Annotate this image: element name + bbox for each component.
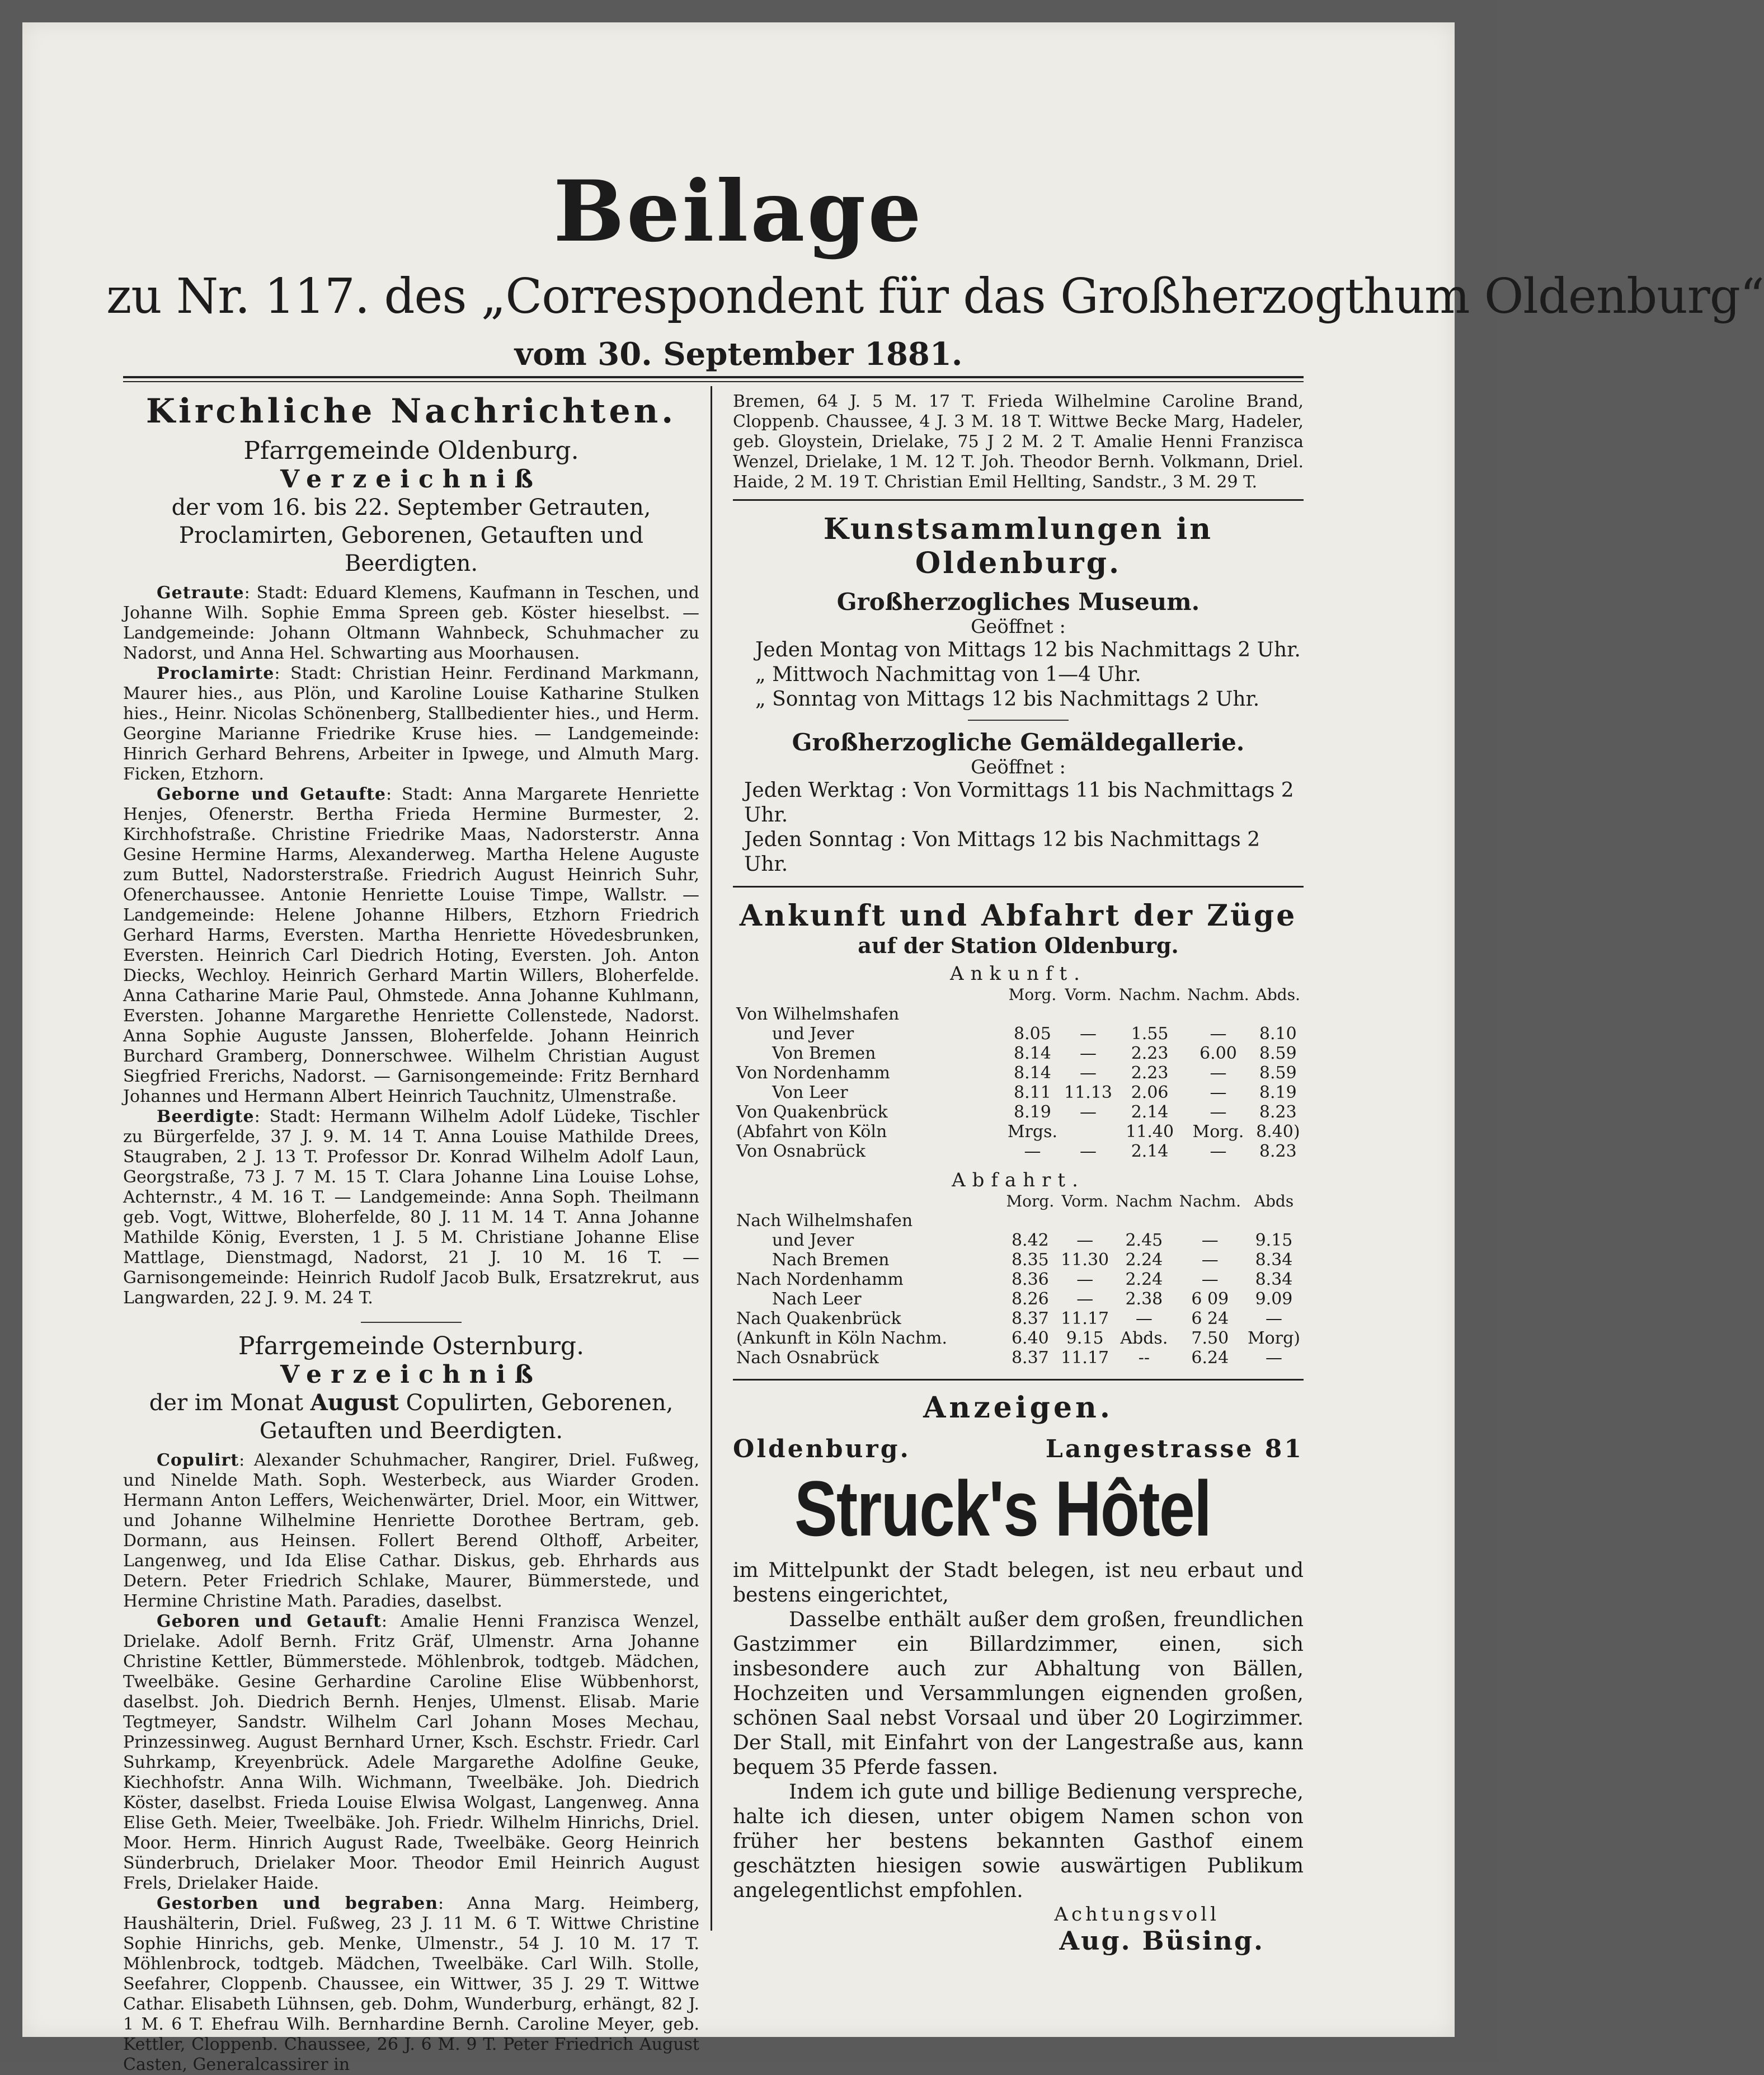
ankunft-column-header: Vorm. — [1065, 985, 1112, 1004]
abfahrt-time-cell: 8.36 — [1011, 1270, 1049, 1289]
abfahrt-row — [733, 1348, 1304, 1368]
ankunft-table — [733, 985, 1304, 1161]
beerdigte-text: : Stadt: Hermann Wilhelm Adolf Lüdeke, Tischler zu Bürgerfelde, 37 J. 9. M. 14 T. Anna Louise Mathilde Drees, Staugraben, 2 J. 13 T. Professor Dr. Konrad Wilhelm Adolf Laun, Georgstraße, 73 J. 7 M. 15 T. Clara Johanne Lina Louise Lohse, Achternstr., 4 M. 16 T. — Landgemeinde: Anna Soph. Theilmann geb. Vogt, Wittwe, Bloherfelde, 80 J. 11 M. 14 T. Anna Johanne Mathilde König, Eversten, 1 J. 5 M. Christiane Johanne Elise Mattlage, Dienstmagd, Nadorst, 21 J. 10 M. 16 T. — Garnisongemeinde: Heinrich Rudolf Jacob Bulk, Ersatzrekrut, aus Langwarden, 22 J. 9. M. 24 T. — [123, 1107, 699, 1308]
abfahrt-column-header: Nachm — [1116, 1192, 1173, 1210]
abfahrt-time-cell: — — [1201, 1270, 1219, 1289]
abfahrt-time-cell: 8.37 — [1011, 1348, 1049, 1368]
ankunft-time-cell — [1116, 1004, 1184, 1024]
ankunft-row — [733, 1024, 1304, 1044]
ankunft-row — [733, 1044, 1304, 1063]
ankunft-station-cell: Von Bremen — [772, 1044, 876, 1063]
abfahrt-time-cell: 8.37 — [1011, 1309, 1049, 1328]
museum-hours-3: „ Sonntag von Mittags 12 bis Nachmittags 2 Uhr. — [755, 688, 1260, 711]
ankunft-time-cell: 8.40) — [1256, 1122, 1300, 1142]
ankunft-time-cell: 8.59 — [1259, 1044, 1297, 1063]
verzeichnis-heading-2: Verzeichniß — [280, 1360, 542, 1389]
abfahrt-row — [733, 1289, 1304, 1309]
left-column — [123, 392, 699, 2075]
ankunft-time-cell — [1004, 1004, 1061, 1024]
ankunft-row — [733, 1102, 1304, 1122]
ankunft-caption-blank — [733, 985, 1004, 1004]
header-rule — [123, 376, 1304, 378]
right-column — [733, 392, 1304, 1956]
abfahrt-time-cell: 9.15 — [1255, 1231, 1293, 1250]
ankunft-time-cell — [1061, 1004, 1116, 1024]
abfahrt-time-cell: 2.24 — [1125, 1270, 1163, 1289]
museum-hours-1: Jeden Montag von Mittags 12 bis Nachmittags 2 Uhr. — [755, 639, 1301, 661]
newspaper-page — [22, 22, 1764, 2074]
zuege-title: Ankunft und Abfahrt der Züge — [739, 899, 1297, 933]
abfahrt-station-cell: Nach Wilhelmshafen — [736, 1211, 913, 1231]
ankunft-time-cell: 8.19 — [1259, 1083, 1297, 1102]
ankunft-column-header: Nachm. — [1118, 985, 1181, 1004]
ankunft-column-header: Nachm. — [1187, 985, 1249, 1004]
ankunft-time-cell: — — [1079, 1044, 1097, 1063]
section-divider — [361, 1322, 462, 1323]
ankunft-time-cell: 2.14 — [1131, 1102, 1169, 1122]
geborne-text: : Stadt: Anna Margarete Henriette Henjes, Ofenerstr. Bertha Frieda Hermine Burmester, 2. Kirchhofstraße. Christine Friedrike Maas, Nadorsterstr. Anna Gesine Hermine Harms, Alexanderweg. Martha Helene Auguste zum Buttel, Nadorsterstraße. Friedrich August Heinrich Suhr, Ofenerchaussee. Antonie Henriette Louise Timpe, Wallstr. — Landgemeinde: Helene Johanne Hilbers, Etzhorn Friedrich Gerhard Harms, Eversten. Martha Henriette Hövedesbrunken, Eversten. Heinrich Carl Diedrich Hoting, Eversten. Joh. Anton Diecks, Wechloy. Heinrich Gerhard Martin Willers, Bloherfelde. Anna Catharine Marie Paul, Ohmstede. Anna Johanne Kuhlmann, Eversten. Johanne Margarethe Henriette Collenstede, Nadorst. Anna Sophie Auguste Janssen, Bloherfelde. Johann Heinrich Burchard Gramberg, Donnerschwee. Wilhelm Christian August Siegfried Frerichs, Nadorst. — Garnisongemeinde: Fritz Bernhard Johannes und Hermann Albert Heinrich Tauchnitz, Ulmenstraße. — [123, 785, 699, 1106]
ankunft-time-cell: 8.23 — [1259, 1142, 1297, 1161]
getraute-paragraph — [123, 583, 699, 664]
abfahrt-time-cell — [1057, 1211, 1112, 1231]
abfahrt-time-cell: — — [1076, 1270, 1094, 1289]
parish-osternburg: Pfarrgemeinde Osternburg. — [238, 1332, 585, 1360]
continuation-paragraph: Bremen, 64 J. 5 M. 17 T. Frieda Wilhelmine Caroline Brand, Cloppenb. Chaussee, 4 J. 3 M. 18 T. Wittwe Becke Marg, Hadeler, geb. Gloystein, Drielake, 75 J 2 M. 2 T. Amalie Henni Franzisca Wenzel, Drielake, 1 M. 12 T. Joh. Theodor Bernh. Volkmann, Driel. Haide, 2 M. 19 T. Christian Emil Hellting, Sandstr., 3 M. 29 T. — [733, 392, 1304, 492]
abfahrt-column-header: Abds — [1254, 1192, 1294, 1210]
ankunft-time-cell: — — [1079, 1024, 1097, 1044]
ad-greeting: Achtungsvoll — [1054, 1903, 1220, 1926]
ankunft-time-cell: 6.00 — [1199, 1044, 1237, 1063]
ankunft-time-cell: 8.11 — [1014, 1083, 1051, 1102]
ankunft-time-cell: — — [1079, 1102, 1097, 1122]
abfahrt-time-cell: 6 24 — [1191, 1309, 1229, 1328]
abfahrt-time-cell: Morg) — [1247, 1328, 1300, 1348]
ankunft-station-cell: Von Osnabrück — [736, 1142, 865, 1161]
header-rule-thin — [123, 381, 1304, 382]
abfahrt-time-cell: 11.17 — [1061, 1309, 1109, 1328]
geboren-text: : Amalie Henni Franzisca Wenzel, Drielake. Adolf Bernh. Fritz Gräf, Ulmenstr. Arna Johanne Christine Kettler, Bümmerstede. Möhlenbrok, todtgeb. Mädchen, Tweelbäke. Gesine Gerhardine Caroline Elise Wübbenhorst, daselbst. Joh. Diedrich Bernh. Henjes, Ulmenst. Elisab. Marie Tegtmeyer, Sandstr. Wilhelm Carl Johann Moses Mechau, Prinzessinweg. August Bernhard Urner, Ksch. Eschstr. Friedr. Carl Suhrkamp, Kreyenbrück. Adele Margarethe Adolfine Geuke, Kiechhofstr. Anna Wilh. Wichmann, Tweelbäke. Joh. Diedrich Köster, daselbst. Frieda Louise Elwisa Wolgast, Langenweg. Anna Elise Geth. Meier, Tweelbäke. Joh. Friedr. Wilhelm Hinrichs, Driel. Moor. Herm. Hinrich August Rade, Tweelbäke. Georg Heinrich Sünderbruch, Drielaker Moor. Theodor Emil Heinrich August Frels, Drielaker Haide. — [123, 1612, 699, 1893]
ankunft-station-cell: Von Leer — [772, 1083, 848, 1102]
abfahrt-time-cell: — — [1201, 1250, 1219, 1270]
abfahrt-time-cell — [1003, 1211, 1058, 1231]
ankunft-station-cell: (Abfahrt von Köln — [736, 1122, 887, 1142]
ad-text-1: im Mittelpunkt der Stadt belegen, ist neu erbaut und bestens eingerichtet, — [733, 1559, 1304, 1607]
museum-hours-2: „ Mittwoch Nachmittag von 1—4 Uhr. — [755, 663, 1141, 686]
abfahrt-station-cell: Nach Nordenhamm — [736, 1270, 904, 1289]
abfahrt-time-cell: 2.45 — [1125, 1231, 1163, 1250]
parish-oldenburg: Pfarrgemeinde Oldenburg. — [243, 436, 579, 465]
abfahrt-time-cell: 8.42 — [1011, 1231, 1049, 1250]
ankunft-row — [733, 1063, 1304, 1083]
geborne-label: Geborne und Getaufte — [157, 785, 387, 804]
abfahrt-station-cell: und Jever — [772, 1231, 854, 1250]
column-divider — [711, 386, 712, 1931]
abfahrt-column-headers — [733, 1191, 1304, 1211]
ankunft-station-cell: Von Quakenbrück — [736, 1102, 888, 1122]
abfahrt-column-header: Morg. — [1006, 1192, 1055, 1210]
ankunft-heading: Ankunft. — [950, 963, 1086, 985]
abfahrt-time-cell: — — [1201, 1231, 1219, 1250]
kunst-divider — [968, 720, 1069, 721]
beerdigte-paragraph — [123, 1107, 699, 1308]
abfahrt-table — [733, 1191, 1304, 1368]
ad-header-line — [733, 1435, 1304, 1463]
abfahrt-time-cell: -- — [1138, 1348, 1150, 1368]
ankunft-time-cell: 11.13 — [1064, 1083, 1112, 1102]
abfahrt-time-cell: — — [1265, 1309, 1282, 1328]
galerie-heading: Großherzogliche Gemäldegallerie. — [792, 729, 1245, 756]
abfahrt-row — [733, 1270, 1304, 1289]
abfahrt-time-cell: — — [1135, 1309, 1153, 1328]
getraute-text: : Stadt: Eduard Klemens, Kaufmann in Teschen, und Johanne Wilh. Sophie Emma Spreen geb. Köster hieselbst. — Landgemeinde: Johann Oltmann Wahnbeck, Schuhmacher zu Nadorst, und Anna Hel. Schwarting aus Moorhausen. — [123, 583, 699, 663]
ankunft-row — [733, 1083, 1304, 1102]
page-date: vom 30. September 1881. — [514, 336, 963, 373]
abfahrt-time-cell — [1244, 1211, 1304, 1231]
ad-text-3: Indem ich gute und billige Bedienung verspreche, halte ich diesen, unter obigem Namen schon von früher her bestens bekannten Gasthof einem geschätzten hiesigen sowie auswärtigen Publikum angelegentlichst empfohlen. — [733, 1781, 1304, 1902]
abfahrt-time-cell: 7.50 — [1191, 1328, 1229, 1348]
ankunft-time-cell: Mrgs. — [1007, 1122, 1058, 1142]
verzeichnis-lead-1: der vom 16. bis 22. September Getrauten, Proclamirten, Geborenen, Getauften und Beerdigten. — [171, 495, 651, 576]
abfahrt-station-cell: Nach Leer — [772, 1289, 862, 1309]
ankunft-station-cell: Von Wilhelmshafen — [736, 1004, 900, 1024]
abfahrt-time-cell: — — [1265, 1348, 1282, 1368]
abfahrt-time-cell: 11.17 — [1061, 1348, 1109, 1368]
museum-open-label: Geöffnet : — [971, 616, 1066, 638]
abfahrt-time-cell: 8.34 — [1255, 1250, 1293, 1270]
ankunft-time-cell: 8.59 — [1259, 1063, 1297, 1083]
zuege-subtitle: auf der Station Oldenburg. — [858, 933, 1179, 958]
ankunft-time-cell: 8.05 — [1014, 1024, 1051, 1044]
ankunft-time-cell — [1061, 1122, 1116, 1142]
ankunft-time-cell: — — [1210, 1063, 1227, 1083]
ankunft-time-cell: — — [1024, 1142, 1041, 1161]
ankunft-time-cell: 2.14 — [1131, 1142, 1169, 1161]
copulirt-label: Copulirt — [157, 1450, 239, 1470]
ankunft-time-cell — [1184, 1004, 1252, 1024]
museum-heading: Großherzogliches Museum. — [836, 588, 1200, 616]
galerie-hours-1: Jeden Werktag : Von Vormittags 11 bis Nachmittags 2 Uhr. — [744, 779, 1294, 827]
ankunft-time-cell: 2.23 — [1131, 1063, 1169, 1083]
lead-prefix: der im Monat — [149, 1390, 311, 1416]
ankunft-time-cell: 8.14 — [1014, 1044, 1051, 1063]
abfahrt-caption-blank — [733, 1191, 1003, 1211]
abfahrt-station-cell: Nach Osnabrück — [736, 1348, 879, 1368]
page-subtitle: zu Nr. 117. des „Correspondent für das Großherzogthum Oldenburg“ — [106, 269, 1764, 325]
ankunft-time-cell: 2.06 — [1131, 1083, 1169, 1102]
section-title-kirchliche: Kirchliche Nachrichten. — [145, 392, 677, 431]
abfahrt-row — [733, 1211, 1304, 1231]
copulirt-paragraph — [123, 1450, 699, 1612]
ankunft-time-cell: 8.23 — [1259, 1102, 1297, 1122]
abfahrt-time-cell: 2.24 — [1125, 1250, 1163, 1270]
proclamirte-paragraph — [123, 664, 699, 785]
hotel-name: Struck's Hôtel — [794, 1464, 1211, 1552]
abfahrt-heading: Abfahrt. — [952, 1169, 1085, 1191]
proclamirte-label: Proclamirte — [157, 664, 275, 683]
ankunft-time-cell: 8.10 — [1259, 1024, 1297, 1044]
gestorben-text: : Anna Marg. Heimberg, Haushälterin, Driel. Fußweg, 23 J. 11 M. 6 T. Wittwe Christine Sophie Hinrichs, geb. Menke, Ulmenstr., 54 J. 10 M. 17 T. Möhlenbrock, todtgeb. Mädchen, Tweelbäke. Carl Wilh. Stolle, Seefahrer, Cloppenb. Chaussee, ein Wittwer, 35 J. 29 T. Wittwe Cathar. Elisabeth Lühnsen, geb. Dohm, Wunderburg, erhängt, 82 J. 1 M. 6 T. Ehefrau Wilh. Bernhardine Bernh. Caroline Meyer, geb. Kettler, Cloppenb. Chaussee, 26 J. 6 M. 9 T. Peter Friedrich August Casten, Generalcassirer in — [123, 1894, 700, 2074]
rule-kunst — [733, 499, 1304, 501]
ankunft-time-cell: — — [1210, 1024, 1227, 1044]
ankunft-column-header: Morg. — [1008, 985, 1057, 1004]
ad-signature: Aug. Büsing. — [1059, 1926, 1264, 1956]
ankunft-station-cell: und Jever — [772, 1024, 854, 1044]
ankunft-time-cell: — — [1210, 1083, 1227, 1102]
ad-name-wrap — [733, 1463, 1304, 1558]
geboren-label: Geboren und Getauft — [157, 1612, 382, 1631]
ankunft-time-cell: 2.23 — [1131, 1044, 1169, 1063]
abfahrt-time-cell: 9.15 — [1066, 1328, 1104, 1348]
abfahrt-row — [733, 1250, 1304, 1270]
ad-city: Oldenburg. — [733, 1435, 911, 1463]
abfahrt-column-header: Vorm. — [1061, 1192, 1108, 1210]
ankunft-column-header: Abds. — [1255, 985, 1300, 1004]
abfahrt-time-cell: — — [1076, 1231, 1094, 1250]
galerie-hours-2: Jeden Sonntag : Von Mittags 12 bis Nachmittags 2 Uhr. — [744, 828, 1260, 876]
ankunft-row — [733, 1142, 1304, 1161]
abfahrt-station-cell: Nach Quakenbrück — [736, 1309, 901, 1328]
abfahrt-time-cell: 6 09 — [1191, 1289, 1229, 1309]
ankunft-time-cell: 1.55 — [1131, 1024, 1169, 1044]
abfahrt-time-cell: 11.30 — [1061, 1250, 1109, 1270]
abfahrt-time-cell: — — [1076, 1289, 1094, 1309]
rule-zuege — [733, 886, 1304, 888]
ankunft-time-cell: Morg. — [1192, 1122, 1244, 1142]
abfahrt-column-header: Nachm. — [1179, 1192, 1241, 1210]
ankunft-time-cell: 11.40 — [1126, 1122, 1174, 1142]
getraute-label: Getraute — [157, 583, 244, 603]
ankunft-row — [733, 1004, 1304, 1024]
anzeigen-title: Anzeigen. — [923, 1391, 1113, 1425]
ad-address: Langestrasse 81 — [1045, 1435, 1304, 1463]
ankunft-time-cell: — — [1210, 1142, 1227, 1161]
abfahrt-time-cell: 6.40 — [1011, 1328, 1049, 1348]
abfahrt-station-cell: Nach Bremen — [772, 1250, 890, 1270]
abfahrt-time-cell: 8.34 — [1255, 1270, 1293, 1289]
gestorben-label: Gestorben und begraben — [157, 1894, 439, 1913]
ankunft-row — [733, 1122, 1304, 1142]
abfahrt-row — [733, 1309, 1304, 1328]
verzeichnis-lead-2 — [123, 1389, 699, 1445]
ankunft-time-cell: — — [1079, 1063, 1097, 1083]
abfahrt-time-cell: 8.26 — [1011, 1289, 1049, 1309]
abfahrt-time-cell — [1112, 1211, 1175, 1231]
lead-month: August — [310, 1389, 399, 1416]
beerdigte-label: Beerdigte — [157, 1107, 255, 1126]
abfahrt-time-cell: 2.38 — [1125, 1289, 1163, 1309]
ankunft-time-cell: 8.19 — [1014, 1102, 1051, 1122]
page-title: Beilage — [553, 162, 924, 261]
verzeichnis-heading-1: Verzeichniß — [280, 465, 542, 494]
ankunft-time-cell: 8.14 — [1014, 1063, 1051, 1083]
abfahrt-row — [733, 1231, 1304, 1250]
kunst-title: Kunstsammlungen in Oldenburg. — [823, 512, 1213, 580]
abfahrt-time-cell — [1176, 1211, 1244, 1231]
abfahrt-time-cell: 9.09 — [1255, 1289, 1293, 1309]
ankunft-time-cell: — — [1079, 1142, 1097, 1161]
rule-anzeigen — [733, 1379, 1304, 1381]
galerie-open-label: Geöffnet : — [971, 756, 1066, 778]
ad-text-2: Dasselbe enthält außer dem großen, freundlichen Gastzimmer ein Billardzimmer, einen, sich insbesondere auch zur Abhaltung von Bällen, Hochzeiten und Versammlungen eignenden großen, schönen Saal nebst Vorsaal und über 20 Logirzimmer. Der Stall, mit Einfahrt von der Langestraße aus, kann bequem 35 Pferde fassen. — [733, 1608, 1304, 1779]
abfahrt-time-cell: 6.24 — [1191, 1348, 1229, 1368]
abfahrt-time-cell: Abds. — [1120, 1328, 1168, 1348]
copulirt-text: : Alexander Schuhmacher, Rangirer, Driel. Fußweg, und Ninelde Math. Soph. Westerbeck, aus Wiarder Groden. Hermann Anton Leffers, Weichenwärter, Driel. Moor, ein Wittwer, und Johanne Wilhelmine Henriette Dorothee Bertram, geb. Dormann, aus Heinsen. Follert Berend Olthoff, Arbeiter, Langenweg, und Ida Elise Cathar. Diskus, geb. Ehrhards aus Detern. Peter Friedrich Schlake, Maurer, Bümmerstede, und Hermine Christine Math. Paradies, daselbst. — [123, 1450, 699, 1611]
ankunft-station-cell: Von Nordenhamm — [736, 1063, 890, 1083]
geboren-paragraph — [123, 1612, 699, 1894]
ankunft-column-headers — [733, 985, 1304, 1004]
ankunft-time-cell — [1253, 1004, 1304, 1024]
ankunft-time-cell: — — [1210, 1102, 1227, 1122]
abfahrt-station-cell: (Ankunft in Köln Nachm. — [736, 1328, 948, 1348]
abfahrt-row — [733, 1328, 1304, 1348]
abfahrt-time-cell: 8.35 — [1011, 1250, 1049, 1270]
proclamirte-text: : Stadt: Christian Heinr. Ferdinand Markmann, Maurer hies., aus Plön, und Karoline Louise Katharine Stulken hies., Heinr. Nicolas Schönenberg, Stallbedienter hies., und Herm. Georgine Marianne Friedrike Kruse hies. — Landgemeinde: Hinrich Gerhard Behrens, Arbeiter in Ipwege, und Almuth Marg. Ficken, Etzhorn. — [123, 664, 699, 784]
lead-suffix: Copulirten, Geborenen, Getauften und Beerdigten. — [259, 1390, 674, 1444]
gestorben-paragraph — [123, 1894, 699, 2075]
geborne-paragraph — [123, 785, 699, 1107]
